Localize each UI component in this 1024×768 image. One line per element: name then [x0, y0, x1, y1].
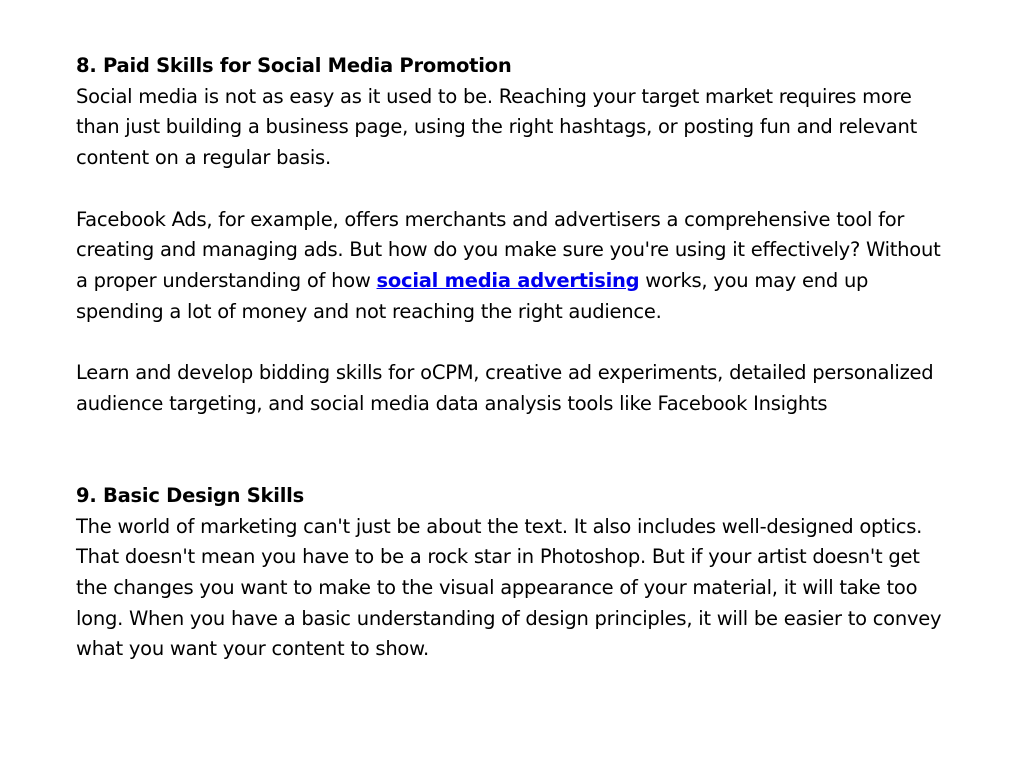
section-paid-social-skills [76, 51, 956, 419]
section-heading: 9. Basic Design Skills [76, 483, 304, 507]
paragraph-design-skills: The world of marketing can't just be about the text. It also includes well-designed optics. That doesn't mean you have to be a rock star in Photoshop. But if your artist doesn't get the changes you want to make to the visual appearance of your material, it will take too long. When you have a basic understanding of design principles, it will be easier to convey what you want your content to show. [76, 514, 942, 661]
paragraph-text-before-link: Facebook Ads, for example, offers merchants and advertisers a comprehensive tool for creating and managing ads. But how do you make sure you're using it effectively? Without a proper understanding of how [76, 207, 941, 292]
section-spacer [76, 419, 956, 480]
slide-content [76, 51, 956, 665]
section-heading: 8. Paid Skills for Social Media Promotion [76, 54, 512, 77]
section-basic-design-skills [76, 481, 956, 665]
paragraph-bidding-skills: Learn and develop bidding skills for oCPM, creative ad experiments, detailed personalized audience targeting, and social media data analysis tools like Facebook Insights [76, 361, 934, 415]
paragraph-text-after-link: works, you may end up spending a lot of money and not reaching the right audience. [76, 268, 869, 323]
paragraph-spacer [76, 327, 956, 358]
paragraph-facebook-ads [76, 205, 956, 328]
social-media-advertising-link[interactable]: social media advertising [376, 268, 640, 292]
paragraph-social-media-intro: Social media is not as easy as it used to be. Reaching your target market requires more than just building a business page, using the right hashtags, or posting fun and relevant content on a regular basis. [76, 84, 917, 170]
paragraph-spacer [76, 174, 956, 205]
